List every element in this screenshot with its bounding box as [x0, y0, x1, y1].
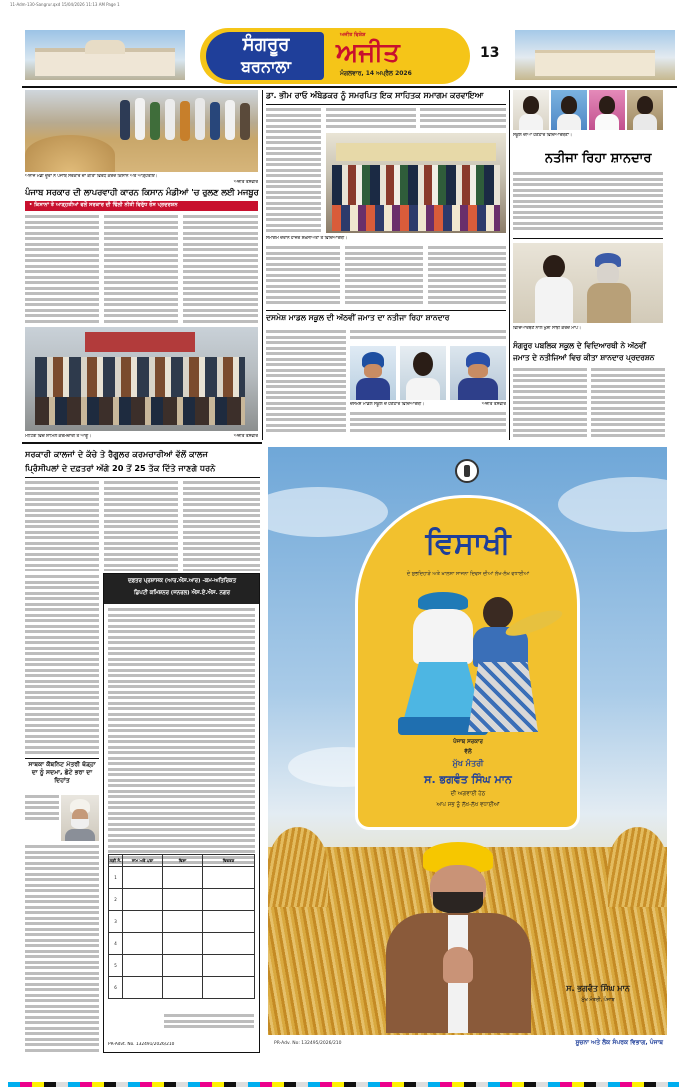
advert-by: ਵੱਲੋਂ [464, 749, 472, 755]
student-photo-3 [589, 90, 625, 130]
student-photo-4 [627, 90, 663, 130]
table-row [109, 911, 255, 933]
table-row [109, 933, 255, 955]
visakhi-advert [268, 447, 667, 1059]
story4-rule [266, 310, 506, 311]
notice-footer: PR-Advt. No. 132491/2026/210 [108, 1042, 175, 1047]
masthead-banner [200, 28, 470, 84]
table-cell [123, 889, 163, 911]
story2-rule [266, 104, 506, 105]
student-photo-2 [551, 90, 587, 130]
story1-subheadline: • ਕਿਸਾਨਾਂ ਤੇ ਆੜ੍ਹਤੀਆਂ ਵਲੋਂ ਸਰਕਾਰ ਦੀ ਢਿੱਲੀ ਨੀਤੀ ਵਿਰੁੱਧ ਰੋਸ ਪ੍ਰਦਰਸ਼ਨ [25, 201, 258, 211]
story1-text-col1 [25, 215, 99, 323]
table-cell [123, 977, 163, 999]
masthead-right-photo [515, 30, 675, 80]
edition-date: ਮੰਗਲਵਾਰ, 14 ਅਪ੍ਰੈਲ 2026 [340, 70, 412, 77]
masthead-rule [22, 86, 677, 88]
story4-text-top [350, 330, 506, 344]
story7-headline: ਸਾਬਕਾ ਕੈਬਨਿਟ ਮੰਤਰੀ ਥੋੜ੍ਹਾ ਦਾ ਨੂੰ ਸਦਮਾ, ਛੋਟੇ ਭਰਾ ਦਾ ਦਿਹਾਂਤ [28, 761, 96, 785]
story3-headline: ਨਤੀਜਾ ਰਿਹਾ ਸ਼ਾਨਦਾਰ [545, 151, 652, 166]
story1-photo-credit: ਅਜੀਤ ਤਸਵੀਰ [233, 434, 258, 439]
table-cell [163, 977, 203, 999]
story7-text-top [25, 795, 59, 823]
table-row [109, 977, 255, 999]
table-cell [123, 911, 163, 933]
edition-line-2: ਬਰਨਾਲਾ [241, 57, 291, 76]
column-rule-2 [509, 90, 510, 440]
story2-text-col2-top [326, 108, 416, 130]
story2-text-col1-bottom [266, 246, 340, 306]
notice-col-header: ਵਿਸ਼ਾ [163, 855, 203, 867]
table-cell [203, 911, 255, 933]
notice-body [108, 608, 255, 848]
notice-title-line1: ਦਫ਼ਤਰ ਪ੍ਰਸ਼ਾਸਕ (ਆਰ.ਐਸ.ਆਰ) -ਕਮ-ਅਤਿਰਿਕਤ [127, 578, 237, 584]
table-cell: 4 [109, 933, 123, 955]
story6-headline-line1: ਸਰਕਾਰੀ ਕਾਲਜਾਂ ਦੇ ਕੱਚੇ ਤੇ ਰੈਗੂਲਰ ਕਰਮਚਾਰੀਆਂ ਵੱਲੋਂ ਕਾਲਜ [25, 449, 208, 459]
story5-headline-line2: ਜਮਾਤ ਦੇ ਨਤੀਜਿਆਂ ਵਿਚ ਕੀਤਾ ਸ਼ਾਨਦਾਰ ਪ੍ਰਦਰਸ਼ਨ [513, 353, 655, 362]
table-cell [163, 911, 203, 933]
table-cell [123, 867, 163, 889]
advert-signature-title: ਮੁੱਖ ਮੰਤਰੀ, ਪੰਜਾਬ [581, 997, 615, 1003]
table-cell [203, 867, 255, 889]
story7-rule [25, 758, 99, 759]
story1-headline: ਪੰਜਾਬ ਸਰਕਾਰ ਦੀ ਲਾਪਰਵਾਹੀ ਕਾਰਨ ਕਿਸਾਨ ਮੰਡੀਆਂ 'ਚ ਰੁਲਣ ਲਈ ਮਜਬੂਰ [25, 187, 259, 197]
story1-text-col3 [183, 215, 258, 323]
notice-col-header: ਲੜੀ ਨੰ. [109, 855, 123, 867]
staff-meeting-photo [25, 327, 258, 431]
story2-headline: ਡਾ. ਭੀਮ ਰਾਓ ਅੰਬੇਡਕਰ ਨੂੰ ਸਮਰਪਿਤ ਇਕ ਸਾਹਿਤਕ ਸਮਾਗਮ ਕਰਵਾਇਆ [266, 91, 484, 100]
story3-text [513, 172, 663, 234]
table-cell: 1 [109, 867, 123, 889]
story7-text [25, 845, 99, 1053]
public-notice-box [103, 573, 260, 1053]
masthead-left-photo [25, 30, 185, 80]
story6-text-col1 [25, 481, 99, 571]
print-slug: 11-Adm-130-Sangrur.qxd 15/04/2026 11:13 AM Page 1 [10, 2, 120, 7]
student-photo-5 [350, 346, 396, 400]
visakhi-subtitle: ਦੇ ਸ਼ੁਭਦਿਹਾੜੇ ਅਤੇ ਖ਼ਾਲਸਾ ਸਾਜਨਾ ਦਿਵਸ ਦੀਆਂ ਲੱਖ-ਲੱਖ ਵਧਾਈਆਂ [406, 571, 530, 577]
column-rule-1 [262, 90, 263, 440]
story6-text-col1-cont [25, 575, 99, 755]
table-cell [123, 955, 163, 977]
visakhi-title: ਵਿਸਾਖੀ [425, 526, 511, 561]
story2-text-col2-bottom [345, 246, 423, 306]
advert-cm-title: ਮੁੱਖ ਮੰਤਰੀ [452, 759, 484, 768]
section-rule-left [22, 442, 262, 444]
table-row [109, 867, 255, 889]
page-number: 13 [480, 45, 500, 61]
advert-footer-ad-no: PR-Adv. No: 132495/2026/210 [274, 1041, 342, 1046]
story3-caption: ਸਕੂਲ ਦੀਆਂ ਹੋਣਹਾਰ ਵਿਦਿਆਰਥਣਾਂ। [513, 133, 572, 138]
story4-headline: ਦਸਮੇਸ਼ ਮਾਡਲ ਸਕੂਲ ਦੀ ਅੱਠਵੀਂ ਜਮਾਤ ਦਾ ਨਤੀਜਾ ਰਿਹਾ ਸ਼ਾਨਦਾਰ [266, 313, 450, 322]
table-cell: 6 [109, 977, 123, 999]
story2-text-col3-bottom [428, 246, 506, 306]
story2-text-col1 [266, 108, 321, 233]
table-cell [203, 889, 255, 911]
story5-headline-line1: ਸੰਗਰੂਰ ਪਬਲਿਕ ਸਕੂਲ ਦੇ ਵਿਦਿਆਰਥੀ ਨੇ ਅੱਠਵੀਂ [513, 341, 646, 350]
advert-wishes: ਆਪ ਸਭ ਨੂੰ ਲੱਖ-ਲੱਖ ਵਧਾਈਆਂ [436, 802, 500, 808]
ambedkar-event-photo [326, 133, 506, 233]
story5-text-col1 [513, 368, 587, 440]
table-cell: 2 [109, 889, 123, 911]
story4-text-col1 [266, 330, 346, 435]
advert-footer-dept: ਸੂਚਨਾ ਅਤੇ ਲੋਕ ਸੰਪਰਕ ਵਿਭਾਗ, ਪੰਜਾਬ [575, 1039, 663, 1046]
story1-caption: ਅਨਾਜ ਮੰਡੀ ਦੂਰਾ ਨੇ ਪੰਜਾਬ ਸਰਕਾਰ ਦਾ ਕੀਤਾ ਵਿਰੋਧ ਕਰਦੇ ਕਿਸਾਨ ਅਤੇ ਆੜ੍ਹਤੀਏ। [25, 174, 158, 179]
story4-caption: ਦਸਮੇਸ਼ ਮਾਡਲ ਸਕੂਲ ਦੇ ਹੋਣਹਾਰ ਵਿਦਿਆਰਥੀ। [350, 402, 425, 407]
story3-rule [513, 238, 663, 239]
story6-headline-line2: ਪ੍ਰਿੰਸੀਪਲਾਂ ਦੇ ਦਫ਼ਤਰਾਂ ਅੱਗੇ 20 ਤੋਂ 25 ਤੱਕ ਦਿੱਤੇ ਜਾਣਗੇ ਧਰਨੇ [25, 463, 216, 473]
edition-line-1: ਸੰਗਰੂਰ [242, 34, 290, 55]
story2-text-col3-top [420, 108, 506, 130]
story1-photo-caption: ਮੀਟਿੰਗ ਵਿਚ ਸ਼ਾਮਿਲ ਕਰਮਚਾਰੀ ਤੇ ਆਗੂ। [25, 434, 92, 439]
paper-name: ਅਜੀਤ [336, 38, 400, 68]
story1-credit: ਅਜੀਤ ਤਸਵੀਰ [233, 180, 258, 185]
table-cell [163, 867, 203, 889]
student-photo-1 [513, 90, 549, 130]
notice-col-header: ਵਿਵਰਣ [203, 855, 255, 867]
story1-text-col2 [104, 215, 178, 323]
dancer-turban [418, 592, 468, 610]
story6-text-col2 [104, 481, 178, 571]
story6-rule [25, 477, 260, 478]
student-photo-7 [450, 346, 506, 400]
table-row [109, 955, 255, 977]
color-registration-bar [8, 1082, 679, 1087]
table-cell: 5 [109, 955, 123, 977]
advert-leadership: ਦੀ ਅਗਵਾਈ ਹੇਠ [450, 791, 486, 797]
punjab-emblem-icon [455, 459, 479, 483]
story4-text-bottom [350, 412, 506, 438]
story5-caption: ਵਿਦਿਆਰਥਣ ਨਾਲ ਖੁਸ਼ੀ ਸਾਂਝੀ ਕਰਦੇ ਮਾਪੇ। [513, 326, 581, 331]
table-cell: 3 [109, 911, 123, 933]
table-cell [163, 955, 203, 977]
advert-cm-name: ਸ. ਭਗਵੰਤ ਸਿੰਘ ਮਾਨ [424, 773, 512, 786]
table-cell [163, 933, 203, 955]
parents-student-photo [513, 243, 663, 323]
notice-col-header: ਨਾਮ ਅਤੇ ਪਤਾ [123, 855, 163, 867]
obituary-portrait [61, 795, 99, 841]
grain-market-photo [25, 90, 258, 172]
story2-caption: ਸਮਾਗਮ ਦੌਰਾਨ ਹਾਜ਼ਰ ਸ਼ਖ਼ਸੀਅਤਾਂ ਤੇ ਵਿਦਿਆਰਥੀ। [266, 236, 348, 241]
notice-title-line2: ਡਿਪਟੀ ਕਮਿਸ਼ਨਰ (ਜਨਰਲ) ਐਸ.ਏ.ਐਸ. ਨਗਰ [134, 590, 230, 596]
table-row [109, 889, 255, 911]
story6-text-col3 [183, 481, 260, 571]
table-cell [203, 977, 255, 999]
table-cell [123, 933, 163, 955]
notice-signature [164, 1014, 254, 1034]
paper-small-label: ਅਜੀਤ ਵਿਸ਼ੇਸ਼ [340, 32, 366, 38]
advert-gov: ਪੰਜਾਬ ਸਰਕਾਰ [453, 739, 483, 745]
story4-credit: ਅਜੀਤ ਤਸਵੀਰ [481, 402, 506, 407]
notice-table [108, 854, 255, 999]
student-photo-6 [400, 346, 446, 400]
story5-text-col2 [591, 368, 665, 440]
advert-signature-name: ਸ. ਭਗਵੰਤ ਸਿੰਘ ਮਾਨ [566, 984, 630, 993]
table-cell [203, 955, 255, 977]
table-cell [203, 933, 255, 955]
table-cell [163, 889, 203, 911]
